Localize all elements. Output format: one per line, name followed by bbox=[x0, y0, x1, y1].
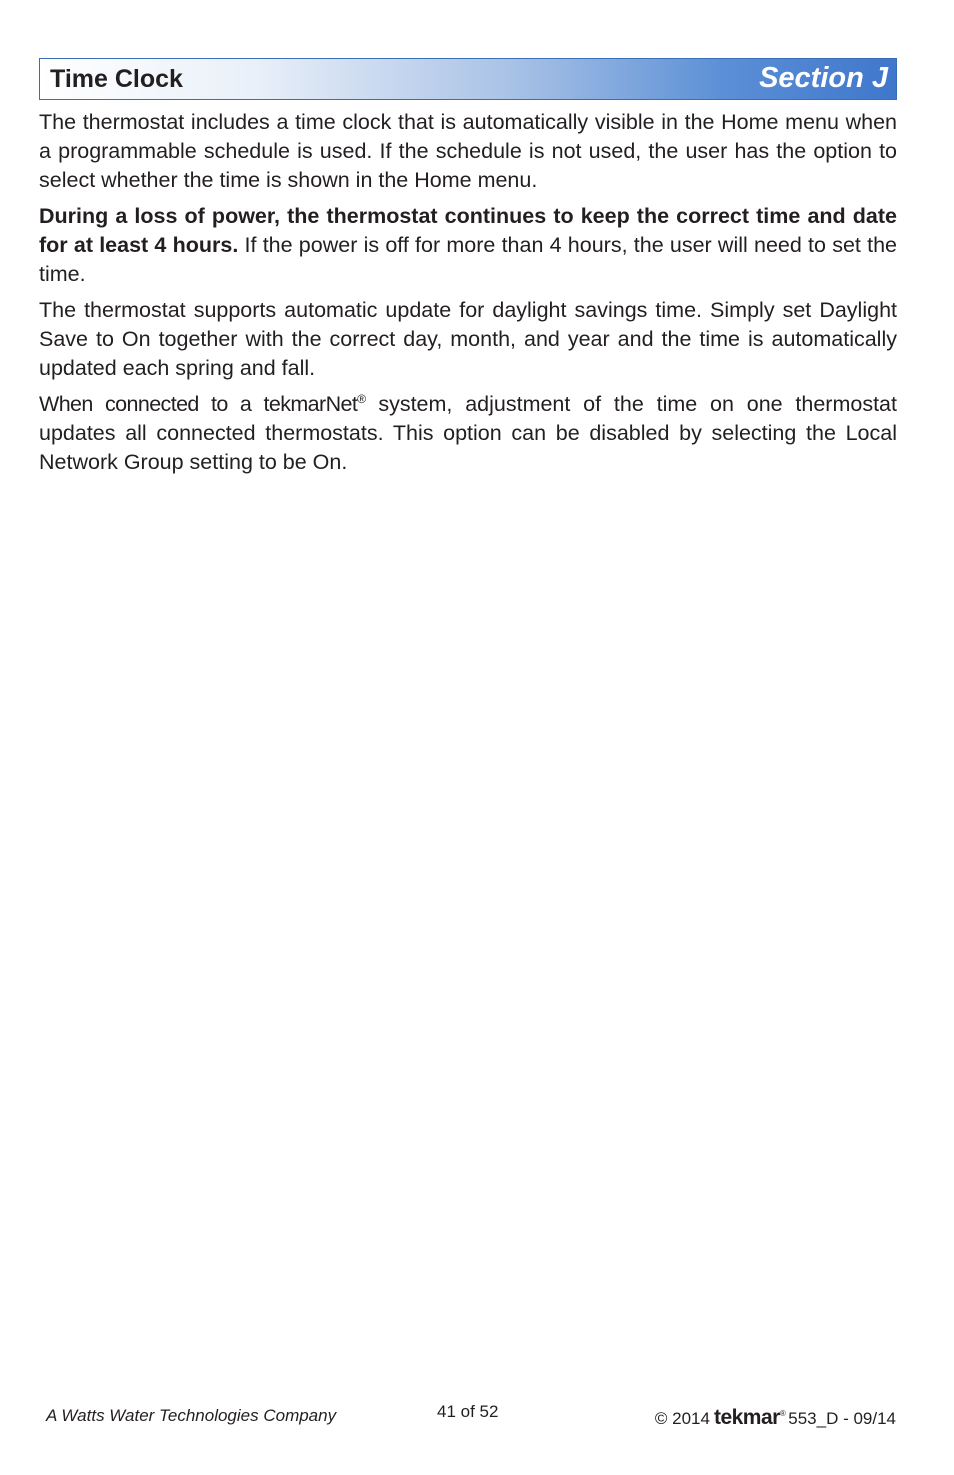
page-number: 41 of 52 bbox=[437, 1402, 499, 1421]
tekmar-logo bbox=[714, 1406, 785, 1429]
page-footer bbox=[0, 1402, 954, 1435]
power-loss-detail: If the power is off for more than 4 hours, the user will need to set the time. bbox=[39, 233, 897, 286]
paragraph-power-loss bbox=[39, 202, 897, 289]
section-header-bar bbox=[39, 58, 897, 100]
footer-company: A Watts Water Technologies Company bbox=[46, 1406, 337, 1425]
section-title: Time Clock bbox=[50, 65, 183, 93]
footer-copyright-group bbox=[655, 1406, 896, 1430]
registered-mark: ® bbox=[357, 391, 366, 406]
section-label: Section J bbox=[759, 62, 888, 94]
paragraph-daylight-savings: The thermostat supports automatic update for daylight savings time. Simply set Daylight Save to On together with the correct day, month, and year and the time is automatically updated each spring and fall. bbox=[39, 298, 897, 380]
power-loss-emphasis: During a loss of power, the thermostat continues to keep the correct time and date for at least 4 hours. bbox=[39, 204, 897, 257]
copyright-text: © 2014 bbox=[654, 1409, 710, 1428]
brand-registered-mark: ® bbox=[779, 1409, 786, 1418]
tekmarnet-detail: system, adjustment of the time on one thermostat updates all connected thermostats. This option can be disabled by selecting the Local Network Group setting to be On. bbox=[39, 392, 897, 474]
paragraph-time-clock-intro: The thermostat includes a time clock that is automatically visible in the Home menu when a programmable schedule is used. If the schedule is not used, the user has the option to select whether the time is shown in the Home menu. bbox=[39, 110, 897, 192]
brand-name: tekmar bbox=[713, 1406, 780, 1429]
body-text bbox=[39, 108, 897, 484]
paragraph-tekmarnet bbox=[39, 390, 897, 477]
document-code: 553_D - 09/14 bbox=[788, 1409, 896, 1428]
tekmarnet-lead bbox=[39, 392, 366, 416]
tekmarnet-lead-text: When connected to a tekmarNet bbox=[39, 392, 358, 416]
